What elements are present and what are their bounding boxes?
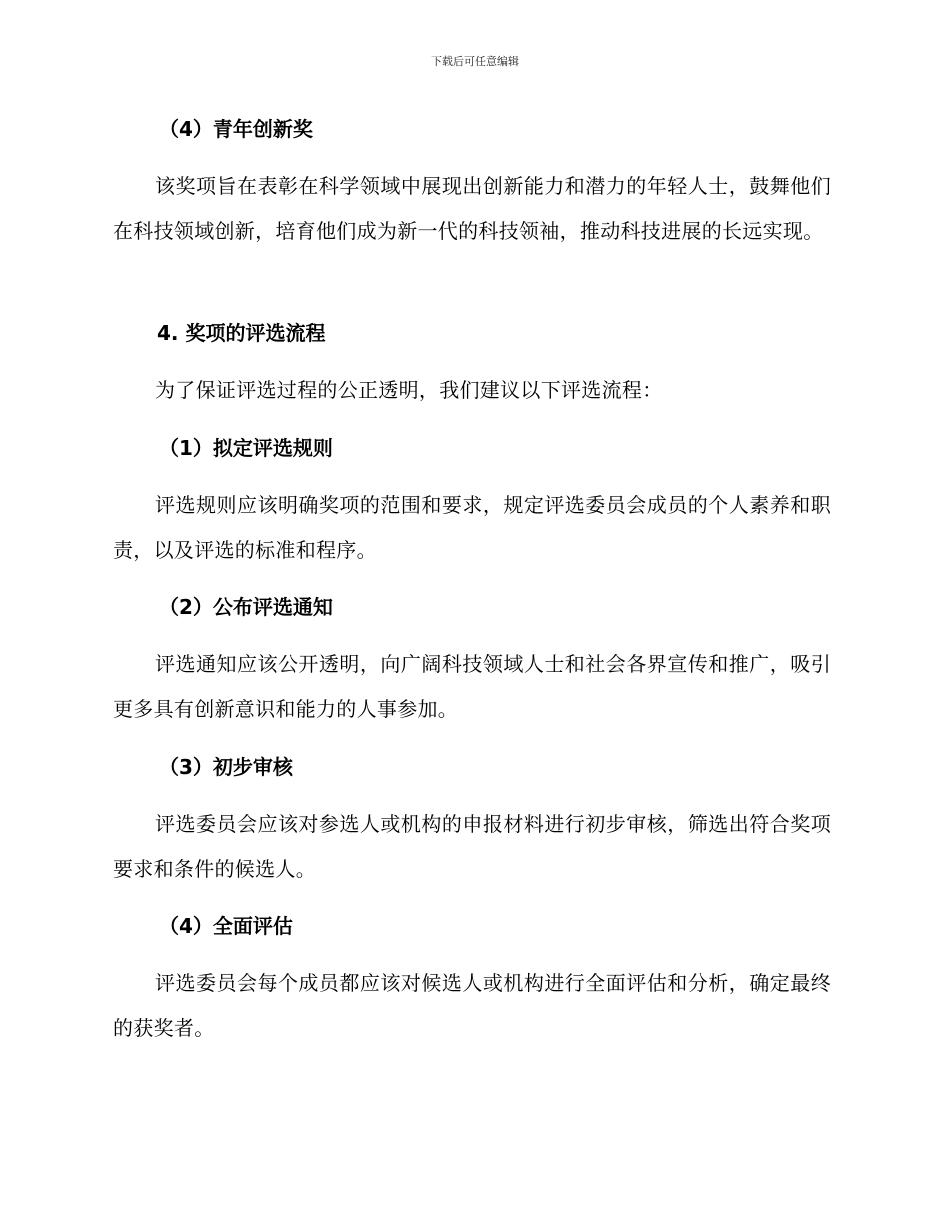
section-step2: [113, 590, 831, 624]
section-youth-award: [113, 112, 831, 146]
section-process: [113, 316, 831, 350]
paragraph: 评选通知应该公开透明，向广阔科技领域人士和社会各界宣传和推广，吸引更多具有创新意识和能力的人事参加。: [113, 652, 831, 721]
paragraph: 评选委员会应该对参选人或机构的申报材料进行初步审核，筛选出符合奖项要求和条件的候选人。: [113, 812, 831, 881]
section-heading: （3）初步审核: [159, 755, 293, 779]
section-heading: （1）拟定评选规则: [159, 436, 333, 460]
section-step1-body: [113, 483, 831, 573]
section-heading: （4）青年创新奖: [159, 117, 313, 141]
section-step3: [113, 750, 831, 784]
section-step1: [113, 431, 831, 465]
section-step4: [113, 909, 831, 943]
section-heading: （4）全面评估: [159, 914, 293, 938]
paragraph: 为了保证评选过程的公正透明，我们建议以下评选流程：: [155, 378, 663, 402]
page-header-note: 下载后可任意编辑: [431, 55, 519, 68]
paragraph: 该奖项旨在表彰在科学领域中展现出创新能力和潜力的年轻人士，鼓舞他们在科技领域创新，培育他们成为新一代的科技领袖，推动科技进展的长远实现。: [113, 174, 831, 243]
section-heading: 4. 奖项的评选流程: [157, 321, 326, 345]
section-step3-body: [113, 802, 831, 892]
paragraph: 评选委员会每个成员都应该对候选人或机构进行全面评估和分析，确定最终的获奖者。: [113, 971, 831, 1040]
section-heading: （2）公布评选通知: [159, 595, 333, 619]
section-youth-award-body: [113, 164, 831, 254]
section-process-body: [113, 368, 831, 413]
paragraph: 评选规则应该明确奖项的范围和要求，规定评选委员会成员的个人素养和职责，以及评选的标准和程序。: [113, 493, 831, 562]
section-step2-body: [113, 642, 831, 732]
section-step4-body: [113, 961, 831, 1051]
